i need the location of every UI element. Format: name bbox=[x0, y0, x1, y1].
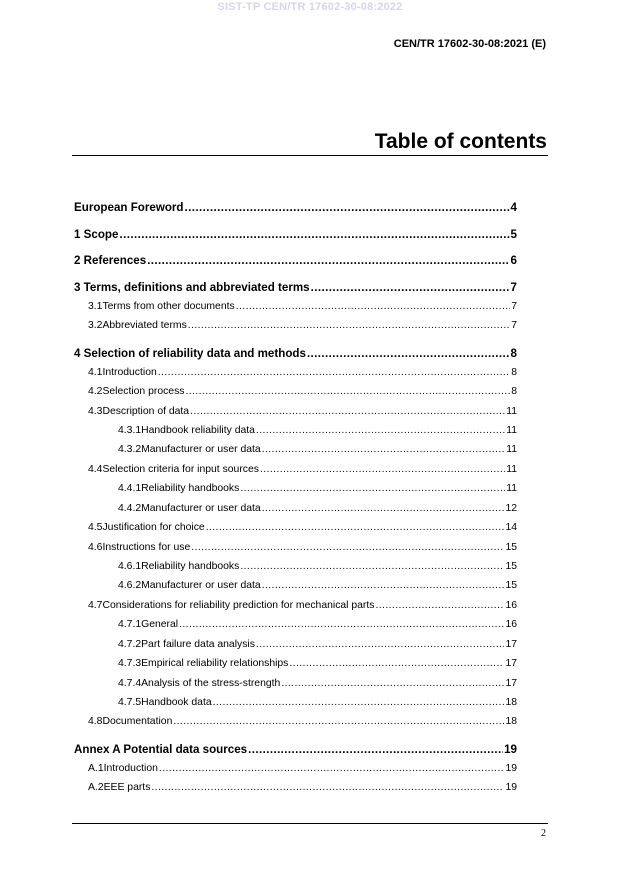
page-number: 2 bbox=[541, 828, 546, 839]
toc-entry[interactable] bbox=[88, 522, 517, 533]
toc-entry-page: 19 bbox=[504, 743, 517, 756]
toc-entry-page: 6 bbox=[510, 254, 517, 267]
toc-entry-title: Handbook reliability data bbox=[141, 425, 255, 436]
toc-entry-title: 3 Terms, definitions and abbreviated terms bbox=[74, 281, 310, 294]
toc-entry-number: A.2 bbox=[88, 782, 104, 793]
toc-entry-title: Selection criteria for input sources bbox=[102, 464, 259, 475]
toc-entry-page: 18 bbox=[505, 697, 517, 708]
toc-entry-number: 4.4.2 bbox=[118, 503, 142, 514]
toc-entry-number: 3.1 bbox=[88, 301, 103, 312]
toc-entry-page: 11 bbox=[506, 444, 517, 455]
toc-leader-dots bbox=[260, 464, 505, 475]
toc-entry[interactable] bbox=[118, 658, 517, 669]
toc-entry-page: 15 bbox=[505, 542, 517, 553]
toc-entry[interactable] bbox=[88, 301, 517, 312]
toc-leader-dots bbox=[159, 763, 505, 774]
document-reference: CEN/TR 17602-30-08:2021 (E) bbox=[393, 38, 546, 50]
toc-entry-page: 16 bbox=[505, 600, 517, 611]
toc-entry-title: Documentation bbox=[102, 716, 173, 727]
toc-entry-number: 4.5 bbox=[88, 522, 103, 533]
toc-entry-title: Considerations for reliability prediction for mechanical parts bbox=[102, 600, 375, 611]
toc-entry-number: 4.6 bbox=[88, 542, 103, 553]
toc-entry[interactable] bbox=[88, 320, 517, 331]
toc-leader-dots bbox=[262, 580, 505, 591]
toc-entry-title: Introduction bbox=[103, 763, 158, 774]
toc-entry-page: 17 bbox=[505, 639, 517, 650]
toc-entry-title: 2 References bbox=[74, 254, 147, 267]
toc-entry-page: 7 bbox=[510, 281, 517, 294]
toc-entry[interactable] bbox=[88, 782, 517, 793]
toc-entry-title: Empirical reliability relationships bbox=[141, 658, 289, 669]
toc-entry-number: 3.2 bbox=[88, 320, 103, 331]
toc-entry-title: Description of data bbox=[102, 406, 190, 417]
toc-entry-page: 4 bbox=[510, 201, 517, 214]
toc-entry-title: European Foreword bbox=[74, 201, 184, 214]
toc-leader-dots bbox=[191, 542, 504, 553]
toc-entry-page: 8 bbox=[511, 386, 517, 397]
toc-entry-title: General bbox=[141, 619, 179, 630]
toc-entry-title: Introduction bbox=[102, 367, 157, 378]
footer-divider bbox=[72, 823, 548, 824]
toc-leader-dots bbox=[151, 782, 504, 793]
toc-entry[interactable] bbox=[88, 600, 517, 611]
toc-leader-dots bbox=[375, 600, 504, 611]
toc-entry-page: 15 bbox=[505, 580, 517, 591]
toc-entry-number: 4.2 bbox=[88, 386, 103, 397]
toc-leader-dots bbox=[262, 444, 506, 455]
toc-entry[interactable] bbox=[74, 228, 517, 241]
toc-entry[interactable] bbox=[88, 367, 517, 378]
toc-entry-page: 17 bbox=[505, 678, 517, 689]
toc-entry[interactable] bbox=[88, 542, 517, 553]
toc-entry-number: 4.6.2 bbox=[118, 580, 142, 591]
toc-leader-dots bbox=[307, 347, 510, 360]
toc-entry[interactable] bbox=[118, 678, 517, 689]
toc-leader-dots bbox=[256, 639, 505, 650]
toc-leader-dots bbox=[289, 658, 504, 669]
toc-entry-number: 4.8 bbox=[88, 716, 103, 727]
toc-leader-dots bbox=[179, 619, 504, 630]
toc-entry-page: 11 bbox=[506, 406, 517, 417]
toc-entry-number: 4.7 bbox=[88, 600, 103, 611]
toc-entry[interactable] bbox=[74, 347, 517, 360]
toc-entry-number: 4.6.1 bbox=[118, 561, 142, 572]
toc-leader-dots bbox=[158, 367, 510, 378]
toc-entry-page: 11 bbox=[506, 483, 517, 494]
toc-entry-page: 8 bbox=[511, 367, 517, 378]
toc-entry-number: A.1 bbox=[88, 763, 104, 774]
toc-entry[interactable] bbox=[88, 763, 517, 774]
toc-entry-number: 4.3.1 bbox=[118, 425, 142, 436]
toc-leader-dots bbox=[213, 697, 505, 708]
toc-entry-number: 4.3 bbox=[88, 406, 103, 417]
toc-entry-title: Manufacturer or user data bbox=[141, 444, 261, 455]
toc-leader-dots bbox=[248, 743, 503, 756]
toc-entry-number: 4.3.2 bbox=[118, 444, 142, 455]
toc-entry[interactable] bbox=[88, 716, 517, 727]
toc-entry-title: Terms from other documents bbox=[102, 301, 235, 312]
toc-entry-number: 4.7.5 bbox=[118, 697, 142, 708]
toc-entry-number: 4.7.4 bbox=[118, 678, 142, 689]
toc-entry-title: Instructions for use bbox=[102, 542, 191, 553]
toc-leader-dots bbox=[206, 522, 505, 533]
toc-entry-page: 12 bbox=[505, 503, 517, 514]
toc-entry[interactable] bbox=[88, 386, 517, 397]
toc-entry-page: 14 bbox=[505, 522, 517, 533]
toc-entry-page: 16 bbox=[505, 619, 517, 630]
toc-entry[interactable] bbox=[118, 561, 517, 572]
toc-entry-title: Reliability handbooks bbox=[141, 561, 240, 572]
toc-leader-dots bbox=[119, 228, 509, 241]
toc-entry[interactable] bbox=[118, 444, 517, 455]
toc-entry-title: Annex A Potential data sources bbox=[74, 743, 248, 756]
toc-leader-dots bbox=[281, 678, 504, 689]
toc-entry[interactable] bbox=[74, 743, 517, 756]
toc-entry[interactable] bbox=[118, 639, 517, 650]
toc-entry[interactable] bbox=[118, 425, 517, 436]
toc-entry-title: 4 Selection of reliability data and methods bbox=[74, 347, 306, 360]
toc-entry[interactable] bbox=[88, 406, 517, 417]
toc-entry-page: 11 bbox=[506, 464, 517, 475]
toc-leader-dots bbox=[185, 386, 510, 397]
toc-entry-page: 11 bbox=[506, 425, 517, 436]
toc-entry-title: Manufacturer or user data bbox=[141, 503, 261, 514]
page-title: Table of contents bbox=[374, 130, 547, 153]
toc-entry-number: 4.4.1 bbox=[118, 483, 142, 494]
toc-leader-dots bbox=[256, 425, 505, 436]
toc-entry-number: 4.7.2 bbox=[118, 639, 142, 650]
toc-entry-page: 19 bbox=[505, 763, 517, 774]
toc-entry-page: 15 bbox=[505, 561, 517, 572]
toc-leader-dots bbox=[190, 406, 505, 417]
toc-entry[interactable] bbox=[74, 281, 517, 294]
toc-entry-number: 4.1 bbox=[88, 367, 103, 378]
toc-entry-title: EEE parts bbox=[103, 782, 151, 793]
toc-entry[interactable] bbox=[118, 483, 517, 494]
toc-entry[interactable] bbox=[118, 697, 517, 708]
toc-entry-title: Part failure data analysis bbox=[141, 639, 255, 650]
toc-entry-title: Manufacturer or user data bbox=[141, 580, 261, 591]
toc-entry-title: Handbook data bbox=[141, 697, 212, 708]
toc-leader-dots bbox=[147, 254, 509, 267]
toc-entry[interactable] bbox=[118, 580, 517, 591]
toc-entry-page: 18 bbox=[505, 716, 517, 727]
toc-leader-dots bbox=[185, 201, 510, 214]
toc-entry[interactable] bbox=[118, 503, 517, 514]
toc-entry-number: 4.7.1 bbox=[118, 619, 142, 630]
watermark: SIST-TP CEN/TR 17602-30-08:2022 bbox=[217, 1, 403, 13]
toc-entry-number: 4.7.3 bbox=[118, 658, 142, 669]
toc-entry-title: Analysis of the stress-strength bbox=[141, 678, 281, 689]
toc-entry-title: Justification for choice bbox=[102, 522, 205, 533]
toc-entry-page: 19 bbox=[505, 782, 517, 793]
toc-entry-page: 8 bbox=[510, 347, 517, 360]
toc-entry[interactable] bbox=[118, 619, 517, 630]
toc-entry-number: 4.4 bbox=[88, 464, 103, 475]
toc-leader-dots bbox=[240, 561, 504, 572]
toc-leader-dots bbox=[188, 320, 510, 331]
toc-entry[interactable] bbox=[74, 201, 517, 214]
toc-entry[interactable] bbox=[88, 464, 517, 475]
toc-entry-page: 7 bbox=[511, 301, 517, 312]
toc-entry-page: 7 bbox=[511, 320, 517, 331]
toc-leader-dots bbox=[311, 281, 510, 294]
toc-entry-page: 17 bbox=[505, 658, 517, 669]
toc-entry-page: 5 bbox=[510, 228, 517, 241]
toc-entry-title: Reliability handbooks bbox=[141, 483, 240, 494]
toc-leader-dots bbox=[262, 503, 505, 514]
toc-leader-dots bbox=[236, 301, 511, 312]
toc-entry-title: Selection process bbox=[102, 386, 185, 397]
toc-leader-dots bbox=[173, 716, 504, 727]
toc-entry-title: 1 Scope bbox=[74, 228, 119, 241]
toc-entry-title: Abbreviated terms bbox=[102, 320, 187, 331]
toc-leader-dots bbox=[240, 483, 505, 494]
toc-entry[interactable] bbox=[74, 254, 517, 267]
